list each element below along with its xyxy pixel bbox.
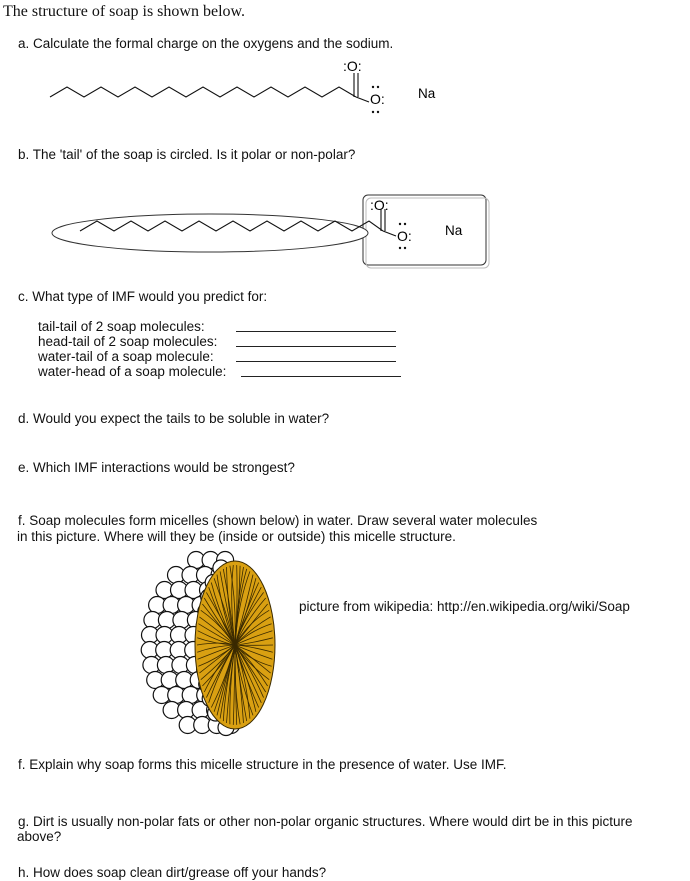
question-c: c. What type of IMF would you predict for: (18, 289, 268, 304)
question-g-line2: above? (17, 829, 62, 844)
answer-blank-3[interactable] (236, 361, 396, 362)
imf-item-tail-tail: tail-tail of 2 soap molecules: (38, 319, 205, 334)
sodium-label: Na (418, 86, 436, 101)
tail-circle (52, 214, 368, 252)
question-f2: f. Explain why soap forms this micelle structure in the presence of water. Use IMF. (18, 757, 507, 772)
question-b: b. The 'tail' of the soap is circled. Is it polar or non-polar? (18, 147, 356, 162)
soap-molecule-structure (0, 55, 690, 145)
carboxylate-single-bond (356, 97, 369, 102)
answer-blank-2[interactable] (236, 346, 396, 347)
micelle-illustration (125, 548, 295, 748)
hydrocarbon-tail-chain (50, 87, 356, 97)
picture-credit: picture from wikipedia: http://en.wikipedia.org/wiki/Soap (299, 599, 630, 614)
imf-item-water-tail: water-tail of a soap molecule: (38, 349, 214, 364)
question-d: d. Would you expect the tails to be soluble in water? (18, 411, 330, 426)
question-h: h. How does soap clean dirt/grease off your hands? (18, 865, 327, 880)
answer-blank-1[interactable] (236, 331, 396, 332)
sodium-label-2: Na (445, 223, 463, 238)
imf-item-head-tail: head-tail of 2 soap molecules: (38, 334, 218, 349)
answer-blank-4[interactable] (241, 376, 401, 377)
oxygen-top-label: :O: (343, 58, 362, 74)
worksheet-title: The structure of soap is shown below. (3, 3, 246, 20)
oxygen-side-label: O: (370, 91, 385, 107)
question-g-line1: g. Dirt is usually non-polar fats or other non-polar organic structures. Where would dirt be in this picture (18, 814, 633, 829)
question-f1-line2: in this picture. Where will they be (inside or outside) this micelle structure. (17, 529, 456, 544)
question-e: e. Which IMF interactions would be strongest? (18, 460, 295, 475)
soap-molecule-circled (0, 193, 690, 273)
oxygen-top-label-2: :O: (370, 197, 389, 213)
imf-item-water-head: water-head of a soap molecule: (38, 364, 227, 379)
question-f1-line1: f. Soap molecules form micelles (shown below) in water. Draw several water molecules (18, 513, 538, 528)
question-a: a. Calculate the formal charge on the oxygens and the sodium. (18, 36, 394, 51)
oxygen-side-label-2: O: (397, 228, 412, 244)
